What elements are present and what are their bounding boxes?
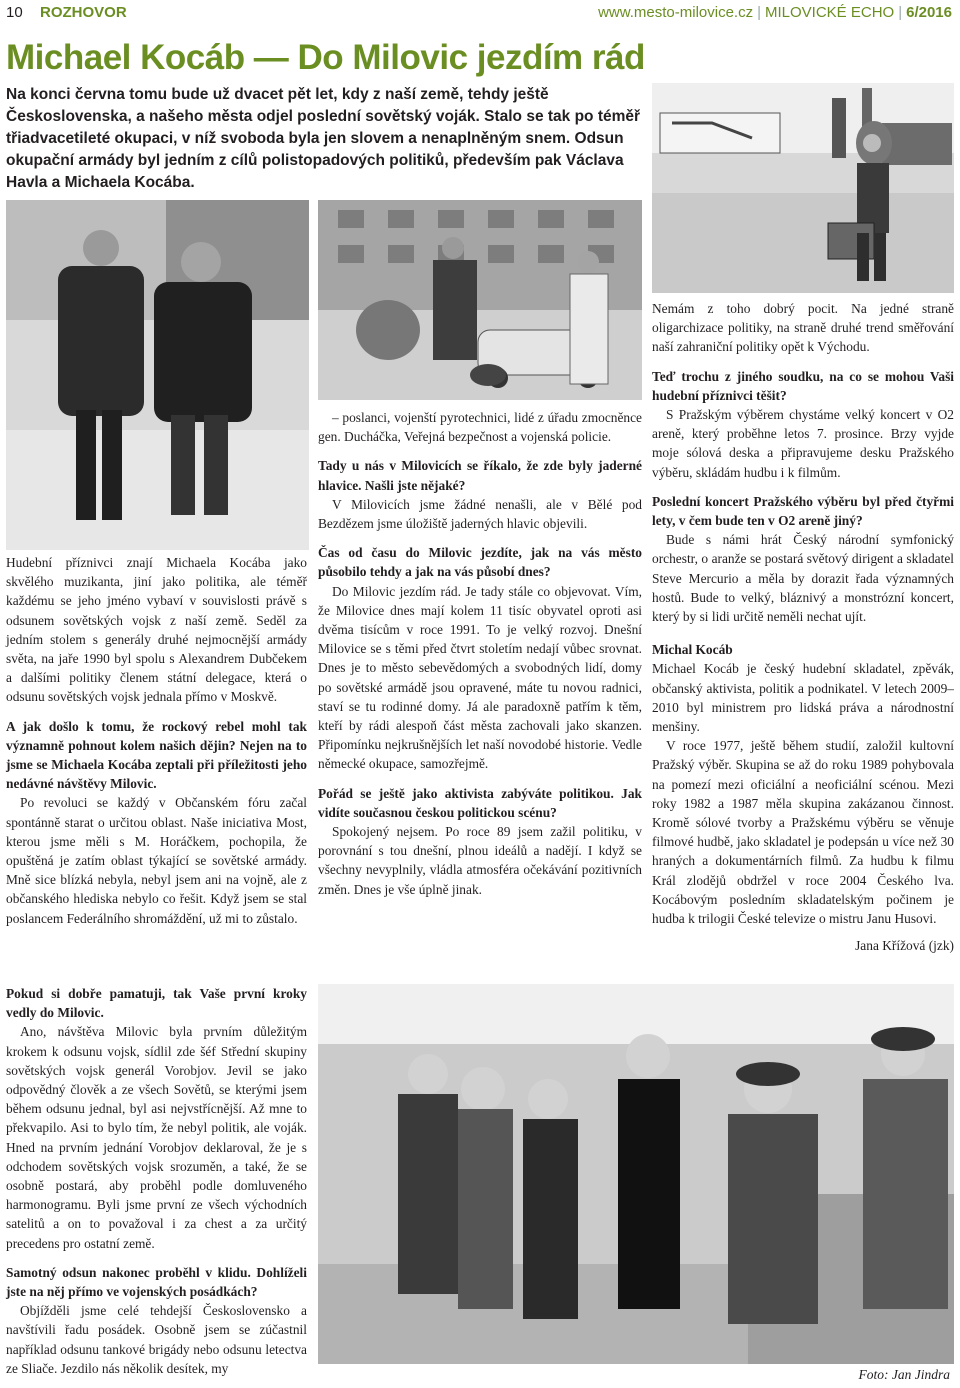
masthead: www.mesto-milovice.cz | MILOVICKÉ ECHO | 6/2016 <box>598 4 952 21</box>
column-2 <box>318 408 642 899</box>
answer-text: Objížděli jsme celé tehdejší Československo a navštívili řadu posádek. Osobně jsem se zúčastnil například odsunu tankové brigády nebo odsunu letectva ze Sliače. Jezdilo nás několik desítek, my <box>6 1303 307 1376</box>
column-1 <box>6 553 307 928</box>
publication-name: MILOVICKÉ ECHO <box>765 4 895 21</box>
answer-text: V Milovicích jsme žádné nenašli, ale v Bělé pod Bezdězem jsme úložiště jaderných hlavic objevili. <box>318 496 642 532</box>
photo-credit: Foto: Jan Jindra <box>858 1367 950 1382</box>
question-text: Poslední koncert Pražského výběru byl před čtyřmi lety, v čem bude ten v O2 areně jiný? <box>652 493 954 529</box>
delegation-photo <box>318 984 954 1364</box>
answer-text: S Pražským výběrem chystáme velký koncert v O2 areně, který proběhne letos 7. prosince. Brzy vyjde moje sólová deska a připravujeme desku Pražského výběru, skládám hudbu i k filmům. <box>652 407 954 480</box>
question-text: Samotný odsun nakonec proběhl v klidu. Dohlíželi jste na něj přímo ve vojenských posádkách? <box>6 1264 307 1300</box>
bio-text: Michael Kocáb je český hudební skladatel, zpěvák, občanský aktivista, politik a podnikatel. V letech 2009–2010 byl ministrem pro lidská práva a národnostní menšiny. <box>652 661 954 735</box>
question-text: Teď trochu z jiného soudku, na co se mohou Vaši hudební příznivci těšit? <box>652 368 954 403</box>
question-text: Pokud si dobře pamatuji, tak Vaše první kroky vedly do Milovic. <box>6 986 307 1021</box>
question-text: Pořád se ještě jako aktivista zabýváte politikou. Jak vidíte současnou českou politickou scénu? <box>318 785 642 820</box>
question-text: Čas od času do Milovic jezdíte, jak na vás město působilo tehdy a jak na vás působí dnes? <box>318 545 642 580</box>
article-title: Michael Kocáb — Do Milovic jezdím rád <box>6 38 645 77</box>
bio-text: V roce 1977, ještě během studií, založil kultovní Pražský výběr. Skupina se až do roku 1989 pohybovala na pomezí mezi oficiální a neoficiální scénou. Mezi roky 1982 a 1987 měla skupina zakázanou činnost. Kromě sólové tvorby a Pražskému výběru se věnuje filmové hudbě, jako skladatel je podepsán u více než 30 hraných a dokumentárních filmů. Za hudbu k filmu Král zlodějů obdržel v roce 2004 Českého lva. Kocábovým posledním skladatelským počinem je hudba k trilogii České televize o mistru Janu Husovi. <box>652 738 954 927</box>
answer-text: Spokojený nejsem. Po roce 89 jsem zažil politiku, v porovnání s tou dnešní, plnou ideálů a nadějí. I když se všechny nevyplnily, vládla atmosféra očekávání pozitivních změn. Dnes je vše úplně jinak. <box>318 824 642 897</box>
bio-heading: Michal Kocáb <box>652 642 733 658</box>
soldier-with-suitcase-photo <box>652 83 954 293</box>
two-men-walking-photo <box>6 200 309 550</box>
column-1-continued <box>6 984 307 1378</box>
issue-number: 6/2016 <box>906 4 952 21</box>
man-with-dogs-photo <box>318 200 642 400</box>
column-3 <box>652 299 954 956</box>
answer-text: Ano, návštěva Milovic byla prvním důležitým krokem k odsunu vojsk, sídlil zde šéf Střední skupiny sovětských vojsk generál Vorobjov. Jevil se jako odpovědný člověk a ze všech Sovětů, se kterými jsem během odsunu jednal, byl asi nejvstřícnější. Až mne to překvapilo. Asi to bylo tím, že nebyl politik, ale voják. Hned na prvním jednání Vorobjov deklaroval, že je s odchodem sovětských vojsk srozuměn, a také, že se osobně postará, aby proběhl podle domluveného harmonogramu. Byli jsme první ze všech východních satelitů a on to považoval i za chest a za určitý precedens pro ostatní země. <box>6 1024 307 1251</box>
answer-text: Do Milovic jezdím rád. Je tady stále co objevovat. Vím, že Milovice dnes mají kolem 11 tisíc obyvatel oproti asi dvěma tisícům v roce 1991. To je velký rozvoj. Dnešní Milovice se s těmi před čtvrt stoletím nedají vůbec srovnat. Dnes je to město sebevědomých a svobodných lidí, domy po sovětské armádě jsou opravené, máte tu novou radnici, staví se tu rodinné domy. Já ale paradoxně patřím k těm, kteří by rádi alespoň část města zachovali jako skanzen. Připomínku nejkrušnějších let naší novodobé historie. Vedle německé okupace, samozřejmě. <box>318 583 642 772</box>
site-link[interactable]: www.mesto-milovice.cz <box>598 4 754 21</box>
answer-text: Nemám z toho dobrý pocit. Na jedné straně oligarchizace politiky, na straně druhé trend směřování naší zahraniční politiky opět k Východu. <box>652 301 954 355</box>
question-text: Tady u nás v Milovicích se říkalo, že zde byly jaderné hlavice. Našli jste nějaké? <box>318 458 642 493</box>
intro-paragraph: Hudební příznivci znají Michaela Kocába jako skvělého muzikanta, jiní jako politika, ale téměř každému se jeho jméno vybaví v souvislosti právě s odsunem sovětských vojsk z naší země. Seděl za jedním stolem s generály druhé nejmocnější armády světa, na jaře 1990 byl spolu s Alexandrem Dubčekem a dalšími politiky členem státní delegace, která o odsunu sovětských vojsk jednala přímo v Moskvě. <box>6 555 307 705</box>
answer-text: – poslanci, vojenští pyrotechnici, lidé z úřadu zmocněnce gen. Ducháčka, Veřejná bezpečnost a vojenská policie. <box>318 410 642 445</box>
author-signature: Jana Křížová (jzk) <box>855 938 954 954</box>
page-number: 10 <box>6 4 23 21</box>
section-label: ROZHOVOR <box>40 4 127 21</box>
question-text: A jak došlo k tomu, že rockový rebel mohl tak významně pohnout kolem našich dějin? Nejen na to jsme se Michaela Kocába zeptali při příležitosti jeho nedávné návštěvy Milovic. <box>6 718 307 792</box>
article-lead: Na konci června tomu bude už dvacet pět let, kdy z naší země, tehdy ještě Československa, a našeho města odjel poslední sovětský voják. Stalo se tak po téměř třiadvacetileté okupaci, v níž svoboda byla jen slovem a nenaplněným snem. Odsun okupační armády byl jedním z cílů polistopadových politiků, především pak Václava Havla a Michaela Kocába. <box>6 86 641 191</box>
answer-text: Bude s námi hrát Český národní symfonický orchestr, o aranže se postará světový dirigent a skladatel Steve Mercurio a měla by dorazit řada významných hostů. Bude to velký, bláznivý a monstrózní koncert, který by si lidi určitě neměli nechat ujít. <box>652 532 954 625</box>
answer-text: Po revoluci se každý v Občanském fóru začal spontánně starat o určitou oblast. Naše iniciativa Most, kterou jsme měli s M. Horáčkem, pochopila, že opuštěná je zatím oblast týkající se sovětské armády. Mně sice blízká nebyla, nebyl jsem ani na vojně, ale z občanského hlediska nebylo co řešit. Když jsem se stal poslancem Federálního shromáždění, už mi to zůstalo. <box>6 795 307 926</box>
